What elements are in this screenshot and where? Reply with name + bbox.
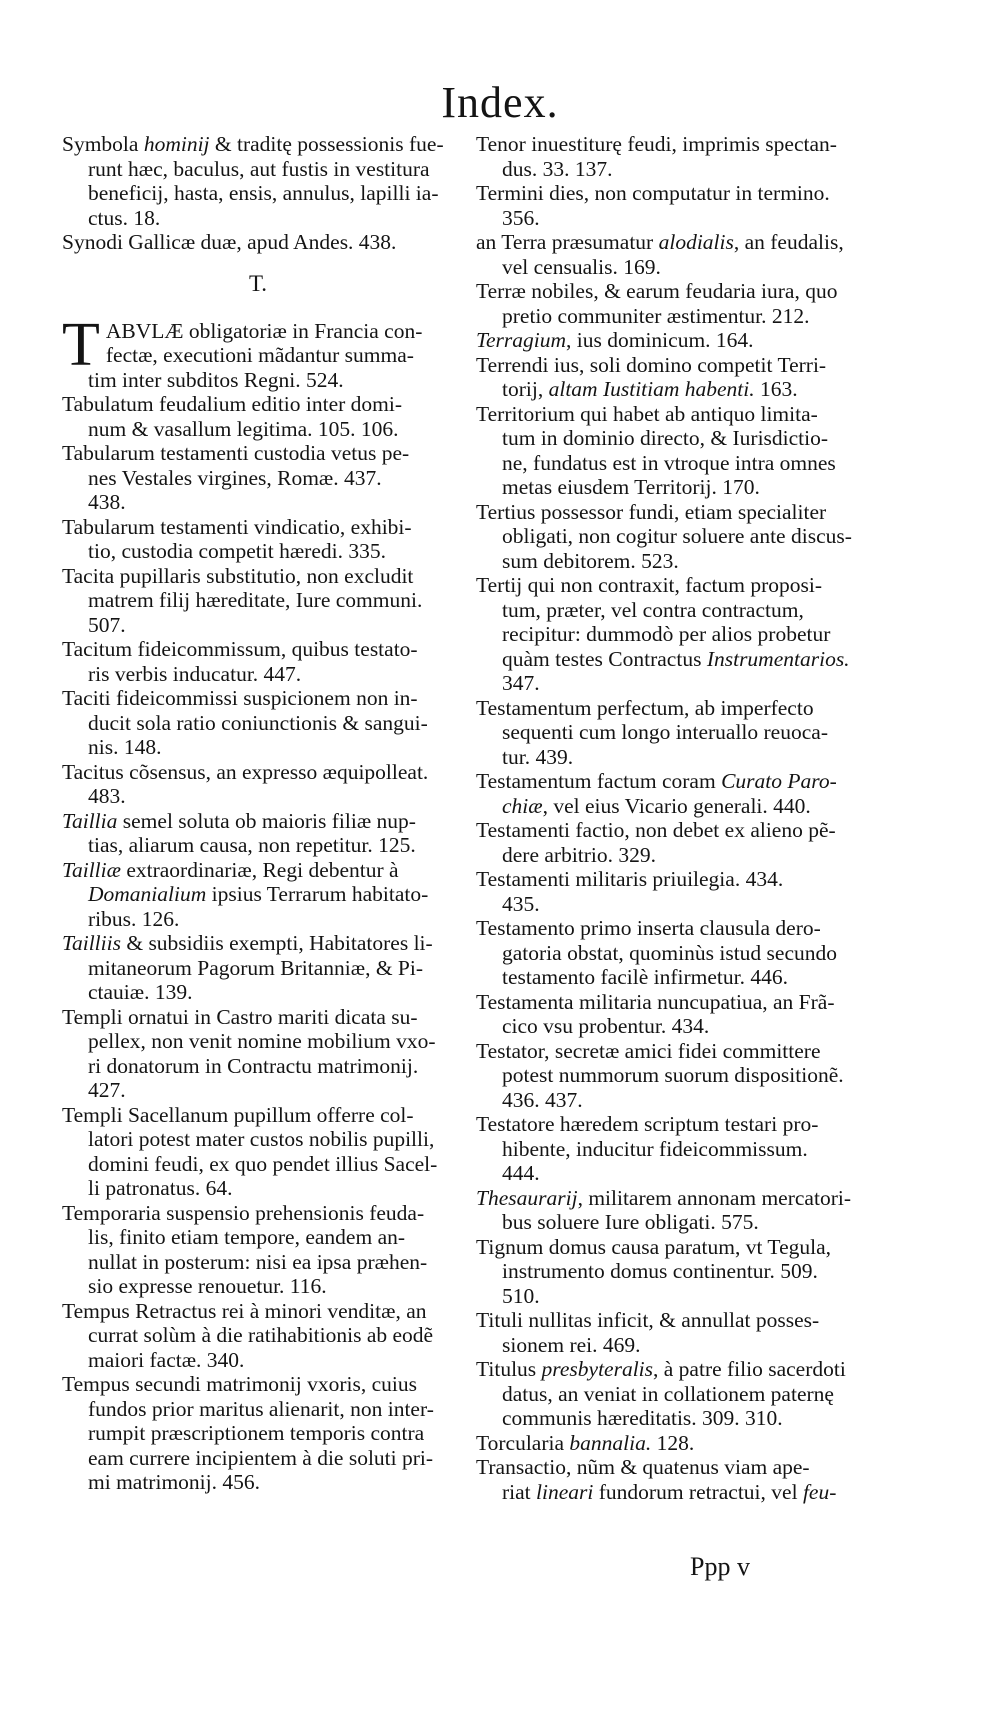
entry-line: gatoria obstat, quominùs istud secundo — [502, 940, 838, 965]
entry-line: Tabularum testamenti vindicatio, exhibi- — [62, 514, 412, 539]
entry-line: Synodi Gallicæ duæ, apud Andes. 438. — [62, 230, 397, 254]
entry-line: Domanialium ipsius Terrarum habitato- — [88, 882, 429, 906]
entry-line: sionem rei. 469. — [502, 1332, 641, 1357]
entry-line: TABVLÆ obligatoriæ in Francia con- — [62, 310, 423, 379]
index-entry — [62, 1372, 454, 1495]
entry-line: Tacita pupillaris substitutio, non excludit — [62, 563, 414, 588]
index-entry — [62, 515, 454, 564]
entry-line: communis hæreditatis. 309. 310. — [502, 1406, 783, 1430]
entry-line: latori potest mater custos nobilis pupilli, — [88, 1127, 435, 1151]
entry-line: Templi Sacellanum pupillum offerre col- — [62, 1102, 414, 1127]
entry-line: runt hæc, baculus, aut fustis in vestitura — [88, 156, 430, 181]
entry-line: riat lineari fundorum retractui, vel feu- — [502, 1479, 837, 1504]
index-column-left — [62, 132, 454, 1495]
index-entry — [62, 1103, 454, 1201]
entry-line: obligati, non cogitur soluere ante discus- — [502, 524, 852, 548]
entry-line: 347. — [502, 671, 540, 695]
entry-line: 510. — [502, 1283, 540, 1308]
entry-line: ne, fundatus est in vtroque intra omnes — [502, 450, 836, 475]
entry-line: torij, altam Iustitiam habenti. 163. — [502, 377, 798, 401]
index-entry — [62, 858, 454, 932]
section-letter: T. — [248, 270, 268, 296]
entry-line: sequenti cum longo interuallo reuoca- — [502, 720, 828, 744]
entry-line: tim inter subditos Regni. 524. — [88, 367, 344, 392]
index-entry — [62, 809, 454, 858]
entry-line: Thesaurarij, militarem annonam mercatori- — [476, 1185, 851, 1210]
index-entry — [62, 760, 454, 809]
entry-line: mitaneorum Pagorum Britanniæ, & Pi- — [88, 955, 424, 980]
entry-line: hibente, inducitur fideicommissum. — [502, 1136, 808, 1161]
entry-line: dus. 33. 137. — [502, 156, 613, 181]
entry-line: dere arbitrio. 329. — [502, 842, 657, 867]
entry-line: 436. 437. — [502, 1087, 583, 1112]
index-entry — [62, 564, 454, 638]
index-entry — [62, 310, 454, 393]
entry-line: tum, præter, vel contra contractum, — [502, 597, 804, 622]
entry-line: ris verbis inducatur. 447. — [88, 661, 302, 686]
entry-line: Symbola hominij & traditę possessionis fue- — [62, 132, 444, 156]
entry-line: tias, aliarum causa, non repetitur. 125. — [88, 833, 416, 857]
entry-line: 356. — [502, 205, 540, 230]
index-entry — [476, 769, 868, 818]
entry-line: chiæ, vel eius Vicario generali. 440. — [502, 793, 811, 818]
entry-line: matrem filij hæreditate, Iure communi. — [88, 588, 423, 612]
entry-line: quàm testes Contractus Instrumentarios. — [502, 646, 850, 671]
index-entry — [476, 818, 868, 867]
index-entry — [62, 637, 454, 686]
entry-line: Titulus presbyteralis, à patre filio sacerdoti — [476, 1357, 846, 1381]
drop-capital: T — [62, 310, 100, 379]
entry-line: Testamentum factum coram Curato Paro- — [476, 769, 837, 793]
entry-line: nullat in posterum: nisi ea ipsa præhen- — [88, 1249, 428, 1274]
entry-line: tur. 439. — [502, 744, 574, 769]
index-entry — [476, 1186, 868, 1235]
signature-mark: Ppp v — [690, 1552, 750, 1581]
entry-line: 507. — [88, 612, 126, 637]
entry-line: Terrendi ius, soli domino competit Terri- — [476, 352, 827, 377]
entry-line: instrumento domus continentur. 509. — [502, 1259, 818, 1283]
entry-line: num & vasallum legitima. 105. 106. — [88, 416, 399, 441]
entry-line: Templi ornatui in Castro mariti dicata su- — [62, 1004, 418, 1029]
entry-line: 444. — [502, 1161, 540, 1185]
entry-line: beneficij, hasta, ensis, annulus, lapilli ia- — [88, 181, 439, 205]
index-entry — [62, 230, 454, 255]
entry-line: recipitur: dummodò per alios probetur — [502, 622, 831, 646]
entry-line: Testamenta militaria nuncupatiua, an Frã- — [476, 989, 835, 1014]
entry-line: Testamenti militaris priuilegia. 434. — [476, 867, 784, 891]
index-entry — [476, 1308, 868, 1357]
entry-line: sio expresse renouetur. 116. — [88, 1274, 327, 1298]
entry-line: Terræ nobiles, & earum feudaria iura, quo — [476, 279, 838, 303]
index-entry — [476, 696, 868, 770]
running-head: Index. — [441, 78, 559, 127]
entry-line: sum debitorem. 523. — [502, 548, 679, 573]
entry-line: fectæ, executioni mãdantur summa- — [105, 343, 414, 367]
index-entry — [62, 686, 454, 760]
index-entry — [476, 328, 868, 353]
index-entry — [476, 1235, 868, 1309]
entry-line: Transactio, nũm & quatenus viam ape- — [476, 1455, 810, 1479]
entry-line: Tacitus cõsensus, an expresso æquipolleat. — [62, 759, 429, 784]
index-entry — [476, 867, 868, 916]
index-entry — [476, 573, 868, 696]
entry-line: domini feudi, ex quo pendet illius Sacel- — [88, 1151, 438, 1176]
entry-line: eam currere incipientem à die soluti pri- — [88, 1445, 434, 1470]
entry-line: an Terra præsumatur alodialis, an feudalis, — [476, 230, 844, 254]
index-entry — [62, 441, 454, 515]
entry-line: Tabularum testamenti custodia vetus pe- — [62, 441, 410, 465]
index-column-right — [476, 132, 868, 1504]
entry-line: maiori factæ. 340. — [88, 1347, 245, 1372]
entry-line: tum in dominio directo, & Iurisdictio- — [502, 426, 829, 450]
entry-line: Temporaria suspensio prehensionis feuda- — [62, 1200, 425, 1225]
index-entry — [476, 402, 868, 500]
index-entry — [476, 181, 868, 230]
entry-line: lis, finito etiam tempore, eandem an- — [88, 1225, 406, 1249]
entry-line: Tailliis & subsidiis exempti, Habitatores li- — [62, 931, 433, 955]
entry-line: pellex, non venit nomine mobilium vxo- — [88, 1029, 436, 1053]
entry-line: fundos prior maritus alienarit, non inter- — [88, 1396, 434, 1421]
index-entry — [62, 931, 454, 1005]
entry-line: 427. — [88, 1078, 126, 1102]
index-entry — [476, 1112, 868, 1186]
index-entry — [476, 916, 868, 990]
entry-line: ctus. 18. — [88, 205, 161, 230]
entry-line: rumpit præscriptionem temporis contra — [88, 1421, 425, 1445]
index-entry — [62, 132, 454, 230]
entry-line: Tacitum fideicommissum, quibus testato- — [62, 637, 418, 661]
entry-line: metas eiusdem Territorij. 170. — [502, 475, 760, 499]
entry-line: Testamentum perfectum, ab imperfecto — [476, 695, 814, 720]
index-entry — [476, 279, 868, 328]
entry-line: cico vsu probentur. 434. — [502, 1014, 710, 1038]
entry-line: mi matrimonij. 456. — [88, 1470, 260, 1494]
entry-line: 483. — [88, 784, 126, 808]
index-entry — [62, 1299, 454, 1373]
index-entry — [62, 392, 454, 441]
entry-line: Torcularia bannalia. 128. — [476, 1430, 695, 1455]
entry-line: datus, an veniat in collationem paternę — [502, 1381, 834, 1406]
index-entry — [476, 1039, 868, 1113]
entry-line: Tailliæ extraordinariæ, Regi debentur à — [62, 857, 399, 882]
index-entry — [476, 1357, 868, 1431]
index-entry — [62, 1005, 454, 1103]
entry-line: li patronatus. 64. — [88, 1176, 233, 1200]
entry-line: Tempus Retractus rei à minori venditæ, an — [62, 1298, 427, 1323]
entry-line: Testatore hæredem scriptum testari pro- — [476, 1112, 819, 1136]
index-entry — [62, 1201, 454, 1299]
entry-line: nes Vestales virgines, Romæ. 437. — [88, 465, 382, 490]
index-entry — [476, 353, 868, 402]
entry-line: Tempus secundi matrimonij vxoris, cuius — [62, 1372, 417, 1396]
entry-line: currat solùm à die ratihabitionis ab eodẽ — [88, 1323, 434, 1347]
entry-line: Testamento primo inserta clausula dero- — [476, 916, 821, 940]
entry-line: Testator, secretæ amici fidei committere — [476, 1038, 821, 1063]
index-entry — [476, 132, 868, 181]
index-entry — [476, 230, 868, 279]
entry-line: 438. — [88, 490, 126, 514]
entry-line: ducit sola ratio coniunctionis & sangui- — [88, 710, 428, 735]
index-entry — [476, 500, 868, 574]
index-entry — [476, 1431, 868, 1456]
entry-line: potest nummorum suorum dispositionẽ. — [502, 1063, 844, 1087]
entry-line: Tertius possessor fundi, etiam specialiter — [476, 499, 827, 524]
index-entry — [476, 1455, 868, 1504]
entry-line: Tertij qui non contraxit, factum proposi- — [476, 573, 822, 597]
entry-line: vel censualis. 169. — [502, 254, 661, 279]
entry-line: 435. — [502, 891, 540, 916]
entry-line: ri donatorum in Contractu matrimonij. — [88, 1053, 419, 1078]
entry-line: Tabulatum feudalium editio inter domi- — [62, 392, 403, 416]
entry-line: Territorium qui habet ab antiquo limita- — [476, 401, 818, 426]
entry-line: ribus. 126. — [88, 906, 180, 931]
entry-line: Testamenti factio, non debet ex alieno pẽ- — [476, 818, 836, 842]
entry-line: Tenor inuestiturę feudi, imprimis spectan- — [476, 132, 837, 156]
entry-line: Tignum domus causa paratum, vt Tegula, — [476, 1234, 832, 1259]
entry-line: Termini dies, non computatur in termino. — [476, 181, 830, 205]
entry-line: nis. 148. — [88, 735, 162, 759]
entry-line: pretio communiter æstimentur. 212. — [502, 303, 810, 328]
entry-line: tio, custodia competit hæredi. 335. — [88, 539, 386, 563]
entry-line: Taillia semel soluta ob maioris filiæ nup- — [62, 808, 416, 833]
entry-line: Tituli nullitas inficit, & annullat posses- — [476, 1308, 820, 1332]
entry-line: Terragium, ius dominicum. 164. — [476, 328, 754, 352]
entry-line: Taciti fideicommissi suspicionem non in- — [62, 686, 418, 710]
entry-line: testamento facilè infirmetur. 446. — [502, 965, 788, 989]
index-entry — [476, 990, 868, 1039]
entry-line: bus soluere Iure obligati. 575. — [502, 1210, 759, 1234]
entry-line: ctauiæ. 139. — [88, 980, 193, 1004]
